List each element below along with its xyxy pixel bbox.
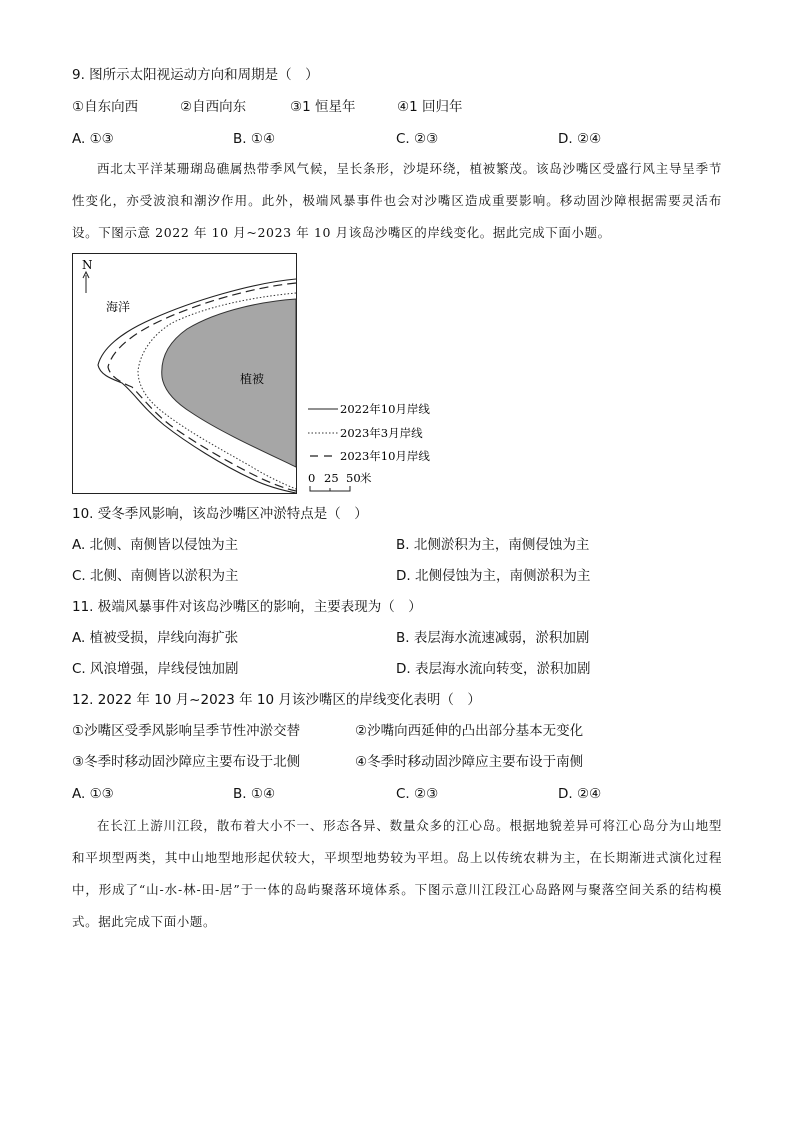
q10-option-a: A. 北侧、南侧皆以侵蚀为主 <box>72 537 239 553</box>
scale-unit: 米 <box>360 471 372 485</box>
q9-stem: 9. 图所示太阳视运动方向和周期是（ ） <box>72 67 319 83</box>
q11-option-c: C. 风浪增强，岸线侵蚀加剧 <box>72 661 239 677</box>
scale-tick-50: 50 <box>346 471 361 485</box>
q12-option-b: B. ①④ <box>233 786 276 802</box>
q9-item-1: ①自东向西 <box>72 99 139 115</box>
q11-option-b: B. 表层海水流速减弱，淤积加剧 <box>396 630 590 646</box>
scale-tick-25: 25 <box>324 471 339 485</box>
ocean-label: 海洋 <box>106 300 131 314</box>
q9-option-d: D. ②④ <box>558 131 602 147</box>
passage-coral-island-text: 西北太平洋某珊瑚岛礁属热带季风气候，呈长条形，沙堤环绕，植被繁茂。该岛沙嘴区受盛行风主导呈季节性变化，亦受波浪和潮汐作用。此外，极端风暴事件也会对沙嘴区造成重要影响。移动固沙障根据需要灵活布设。下图示意 2022 年 10 月~2023 年 10 月该岛沙嘴区的岸线变化。据此完成下面小题。 <box>72 161 722 240</box>
vegetation-label: 植被 <box>240 372 265 386</box>
q9-option-a: A. ①③ <box>72 131 114 147</box>
north-label: N <box>82 258 93 272</box>
q12-item-2: ②沙嘴向西延伸的凸出部分基本无变化 <box>355 723 584 739</box>
q10-option-c: C. 北侧、南侧皆以淤积为主 <box>72 568 239 584</box>
q11-stem: 11. 极端风暴事件对该岛沙嘴区的影响，主要表现为（ ） <box>72 599 422 615</box>
q12-stem: 12. 2022 年 10 月~2023 年 10 月该沙嘴区的岸线变化表明（ ） <box>72 692 481 708</box>
coastline-map <box>72 253 472 498</box>
q12-option-d: D. ②④ <box>558 786 602 802</box>
q9-item-3: ③1 恒星年 <box>290 99 356 115</box>
q9-option-b: B. ①④ <box>233 131 276 147</box>
passage-coral-island <box>72 153 722 249</box>
legend-2023-03: 2023年3月岸线 <box>340 426 423 440</box>
q9-item-4: ④1 回归年 <box>397 99 463 115</box>
q11-option-a: A. 植被受损，岸线向海扩张 <box>72 630 239 646</box>
passage-river-islands <box>72 810 722 938</box>
q10-stem: 10. 受冬季风影响，该岛沙嘴区冲淤特点是（ ） <box>72 506 368 522</box>
q12-item-4: ④冬季时移动固沙障应主要布设于南侧 <box>355 754 584 770</box>
passage-river-islands-text: 在长江上游川江段，散布着大小不一、形态各异、数量众多的江心岛。根据地貌差异可将江心岛分为山地型和平坝型两类，其中山地型地形起伏较大，平坝型地势较为平坦。岛上以传统农耕为主，在长期渐进式演化过程中，形成了“山-水-林-田-居”于一体的岛屿聚落环境体系。下图示意川江段江心岛路网与聚落空间关系的结构模式。据此完成下面小题。 <box>72 818 722 929</box>
q10-option-d: D. 北侧侵蚀为主，南侧淤积为主 <box>396 568 591 584</box>
q12-item-1: ①沙嘴区受季风影响呈季节性冲淤交替 <box>72 723 301 739</box>
legend-2023-10: 2023年10月岸线 <box>340 449 430 463</box>
q10-option-b: B. 北侧淤积为主，南侧侵蚀为主 <box>396 537 590 553</box>
q12-option-c: C. ②③ <box>396 786 439 802</box>
q11-option-d: D. 表层海水流向转变，淤积加剧 <box>396 661 591 677</box>
scale-tick-0: 0 <box>308 471 316 485</box>
q12-item-3: ③冬季时移动固沙障应主要布设于北侧 <box>72 754 301 770</box>
q9-item-2: ②自西向东 <box>180 99 247 115</box>
scale-bar <box>310 486 350 491</box>
q12-option-a: A. ①③ <box>72 786 114 802</box>
legend-2022: 2022年10月岸线 <box>340 402 430 416</box>
vegetation-area <box>162 299 296 467</box>
q9-option-c: C. ②③ <box>396 131 439 147</box>
